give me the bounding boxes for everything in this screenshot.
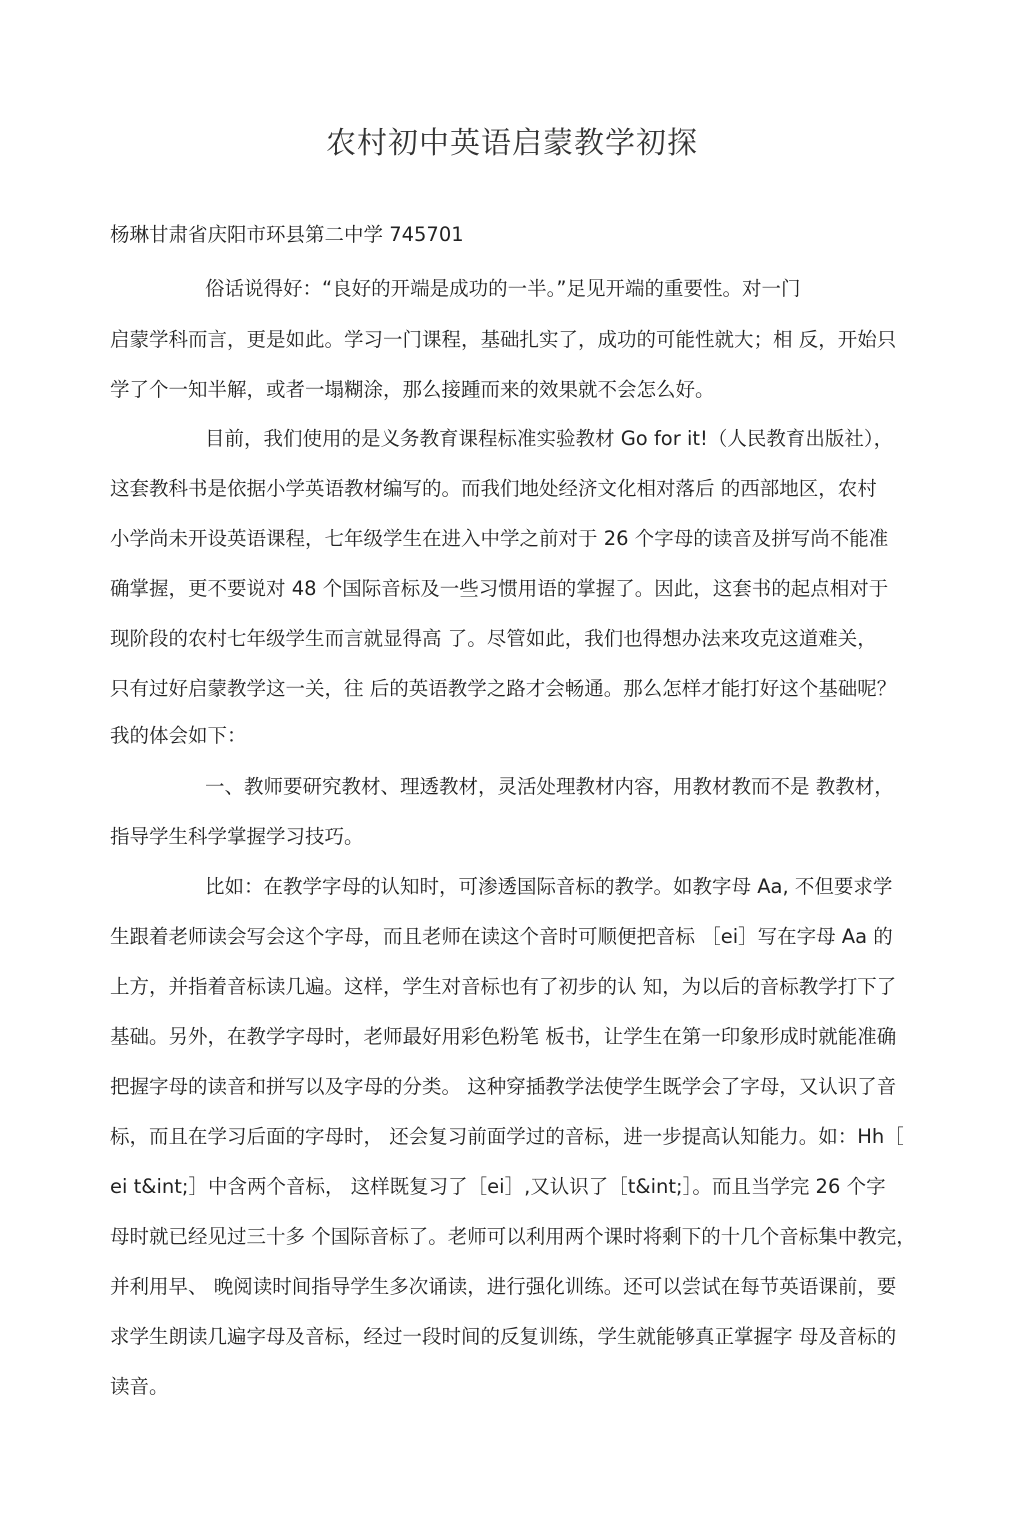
paragraph-line: 求学生朗读几遍字母及音标，经过一段时间的反复训练，学生就能够真正掌握字 母及音标的 xyxy=(110,1325,897,1348)
paragraph-line: 标，而且在学习后面的字母时， 还会复习前面学过的音标，进一步提高认知能力。如：Hh［ xyxy=(110,1125,904,1148)
paragraph-line: 把握字母的读音和拼写以及字母的分类。 这种穿插教学法使学生既学会了字母，又认识了音 xyxy=(110,1075,897,1098)
paragraph-line: 这套教科书是依据小学英语教材编写的。而我们地处经济文化相对落后 的西部地区，农村 xyxy=(110,477,877,500)
paragraph-line: 一、教师要研究教材、理透教材，灵活处理教材内容，用教材教而不是 教教材， xyxy=(205,775,894,798)
document-title: 农村初中英语启蒙教学初探 xyxy=(326,126,698,162)
paragraph-line: 我的体会如下： xyxy=(110,724,247,747)
paragraph-line: 启蒙学科而言，更是如此。学习一门课程，基础扎实了，成功的可能性就大；相 反，开始只 xyxy=(110,328,897,351)
paragraph-line: 母时就已经见过三十多 个国际音标了。老师可以利用两个课时将剩下的十几个音标集中教完， xyxy=(110,1225,916,1248)
paragraph-line: 俗话说得好：“良好的开端是成功的一半。”足见开端的重要性。对一门 xyxy=(205,277,801,300)
paragraph-line: 并利用早、 晚阅读时间指导学生多次诵读，进行强化训练。还可以尝试在每节英语课前，要 xyxy=(110,1275,897,1298)
author-line: 杨琳甘肃省庆阳市环县第二中学 745701 xyxy=(110,223,464,246)
paragraph-line: 基础。另外，在教学字母时，老师最好用彩色粉笔 板书，让学生在第一印象形成时就能准确 xyxy=(110,1025,897,1048)
paragraph-line: 上方，并指着音标读几遍。这样，学生对音标也有了初步的认 知，为以后的音标教学打下了 xyxy=(110,975,897,998)
paragraph-line: 现阶段的农村七年级学生而言就显得高 了。尽管如此，我们也得想办法来攻克这道难关， xyxy=(110,627,877,650)
paragraph-line: 小学尚未开设英语课程，七年级学生在进入中学之前对于 26 个字母的读音及拼写尚不能准 xyxy=(110,527,889,550)
paragraph-line: 指导学生科学掌握学习技巧。 xyxy=(110,825,364,848)
paragraph-line: 生跟着老师读会写会这个字母，而且老师在读这个音时可顺便把音标 ［ei］写在字母 Aa 的 xyxy=(110,925,893,948)
paragraph-line: ei t&int;］中含两个音标， 这样既复习了［ei］,又认识了［t&int;］。而且当学完 26 个字 xyxy=(110,1175,886,1198)
paragraph-line: 确掌握，更不要说对 48 个国际音标及一些习惯用语的掌握了。因此，这套书的起点相对于 xyxy=(110,577,889,600)
paragraph-line: 目前，我们使用的是义务教育课程标准实验教材 Go for it!（人民教育出版社）， xyxy=(205,427,894,450)
paragraph-line: 学了个一知半解，或者一塌糊涂，那么接踵而来的效果就不会怎么好。 xyxy=(110,378,715,401)
paragraph-line: 比如：在教学字母的认知时，可渗透国际音标的教学。如教字母 Aa, 不但要求学 xyxy=(205,875,893,898)
paragraph-line: 只有过好启蒙教学这一关，往 后的英语教学之路才会畅通。那么怎样才能打好这个基础呢？ xyxy=(110,677,897,700)
paragraph-line: 读音。 xyxy=(110,1375,169,1398)
